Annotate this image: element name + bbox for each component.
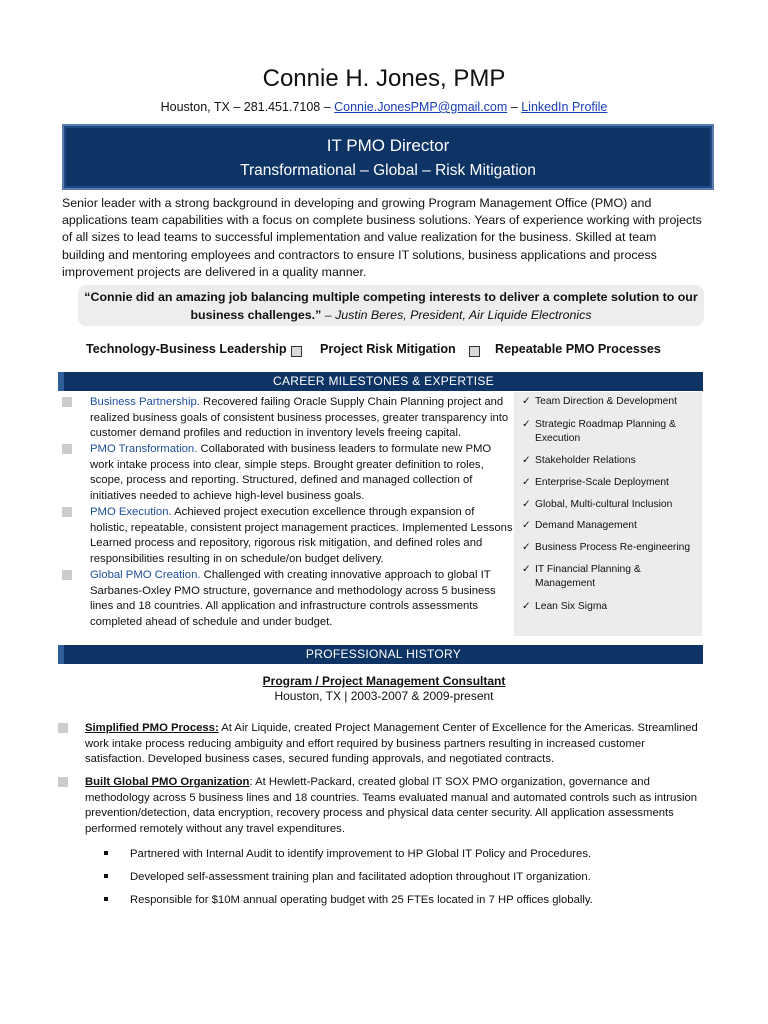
testimonial-quote (78, 285, 704, 326)
check-icon: ✓ (522, 477, 531, 488)
check-icon: ✓ (522, 601, 531, 612)
milestone-title: Business Partnership. (90, 396, 200, 408)
check-icon: ✓ (522, 455, 531, 466)
bullet-icon (104, 874, 108, 878)
email-link[interactable]: Connie.JonesPMP@gmail.com (334, 100, 508, 114)
check-icon: ✓ (522, 520, 531, 531)
achievement-heading: Simplified PMO Process: (85, 722, 219, 734)
achievement-heading: Built Global PMO Organization (85, 776, 250, 788)
check-icon: ✓ (522, 542, 531, 553)
summary-paragraph: Senior leader with a strong background in developing and growing Program Management Office (PMO) and applications team capabilities with a focus on complete business solutions. Years of experience working with projects of all sizes to lead teams to successful implementation and value realization for the business. Skilled at team building and mentoring employees and contractors to ensure IT solutions, business applications and process improvement projects are delivered in a quality manner. (62, 196, 702, 279)
location-phone: Houston, TX – 281.451.7108 – (160, 100, 335, 114)
check-icon: ✓ (522, 419, 531, 430)
check-icon: ✓ (522, 499, 531, 510)
milestone-title: PMO Execution. (90, 506, 172, 518)
square-bullet-icon (62, 507, 72, 517)
contact-line (0, 99, 768, 115)
title-banner (62, 124, 714, 190)
section-heading-history: PROFESSIONAL HISTORY (58, 645, 703, 664)
achievement-text: : At Hewlett-Packard, created global IT SOX PMO organization, governance and methodology across 5 business lines and 18 countries. Teams evaluated manual and automated controls such as intrusion prevention/detection, data encryption, recovery process and physical data center security. All application assessments performed remotely without any travel expenditures. (85, 776, 698, 835)
banner-title: IT PMO Director (326, 136, 450, 155)
highlight-item: Technology-Business Leadership (86, 342, 287, 356)
job-location: Houston, TX | 2003-2007 & 2009-present (274, 689, 494, 703)
linkedin-link[interactable]: LinkedIn Profile (521, 100, 608, 114)
milestone-text: Challenged with creating innovative approach to global IT Sarbanes-Oxley PMO structure, governance and methodology across 5 business lines and 18 countries. All application and infrastructure controls assessments completed ahead of schedule and under budget. (90, 569, 496, 628)
square-bullet-icon (62, 444, 72, 454)
milestone-text: Achieved project execution excellence through expansion of holistic, repeatable, consistent project management practices. Implemented Lessons Learned process and repository, rigorous risk mitigation, and defined roles and responsibilities resulting in on schedule/on budget delivery. (90, 506, 513, 565)
square-bullet-icon (291, 346, 302, 357)
highlight-item: Repeatable PMO Processes (495, 342, 661, 356)
milestone-title: PMO Transformation. (90, 443, 198, 455)
quote-text: “Connie did an amazing job balancing multiple competing interests to deliver a complete solution to our business challenges.” (84, 290, 698, 322)
banner-subtitle: Transformational – Global – Risk Mitigation (240, 162, 536, 179)
square-bullet-icon (469, 346, 480, 357)
milestone-text: Recovered failing Oracle Supply Chain Planning project and realized business goals of consistent business processes, greater transparency into customer demand profiles and reduction in inventory levels freeing capital. (90, 396, 509, 440)
check-icon: ✓ (522, 396, 531, 407)
bullet-icon (104, 851, 108, 855)
quote-attribution: – Justin Beres, President, Air Liquide Electronics (321, 307, 592, 322)
milestone-title: Global PMO Creation. (90, 569, 201, 581)
candidate-name: Connie H. Jones, PMP (262, 65, 506, 92)
job-title: Program / Project Management Consultant (262, 674, 506, 688)
achievement-text: At Air Liquide, created Project Management Center of Excellence for the Americas. Streamlined work intake process reducing ambiguity and effort required by business partners resulting in increased customer satisfaction. Developed business cases, secured funding approvals, and negotiated contracts. (85, 722, 698, 766)
square-bullet-icon (58, 723, 68, 733)
bullet-icon (104, 897, 108, 901)
milestone-text: Collaborated with business leaders to formulate new PMO work intake process into clear, simple steps. Brought greater definition to roles, scope, process and reporting. Structured, defined and managed collection of initiatives needed to achieve high-level business goals. (90, 443, 492, 502)
contact-separator: – (507, 100, 522, 114)
square-bullet-icon (62, 397, 72, 407)
check-icon: ✓ (522, 564, 531, 575)
square-bullet-icon (58, 777, 68, 787)
highlights-row (62, 342, 702, 360)
section-heading-milestones: CAREER MILESTONES & EXPERTISE (58, 372, 703, 391)
highlight-item: Project Risk Mitigation (320, 342, 456, 356)
square-bullet-icon (62, 570, 72, 580)
